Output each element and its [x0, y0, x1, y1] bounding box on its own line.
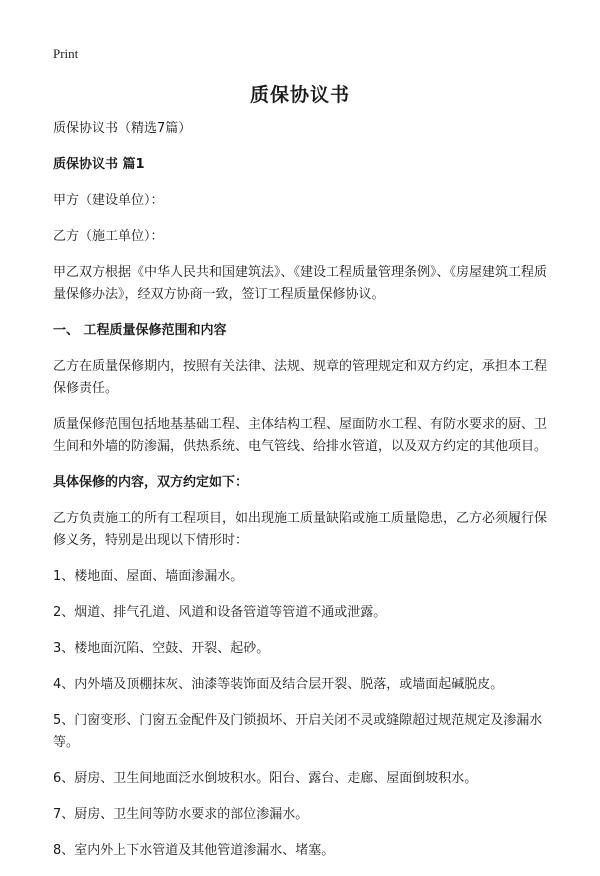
document-subtitle: 质保协议书（精选7篇）: [53, 121, 192, 136]
heading-scope: 一、 工程质量保修范围和内容: [53, 323, 227, 338]
paragraph-responsibility: 乙方在质量保修期内，按照有关法律、法规、规章的管理规定和双方约定，承担本工程保修责任。: [53, 359, 548, 396]
list-item: 8、室内外上下水管道及其他管道渗漏水、堵塞。: [53, 843, 335, 858]
heading-details: 具体保修的内容，双方约定如下：: [53, 475, 249, 490]
list-item: 1、楼地面、屋面、墙面渗漏水。: [53, 569, 244, 584]
list-item: 2、烟道、排气孔道、风道和设备管道等管道不通或泄露。: [53, 605, 387, 620]
list-item: 4、内外墙及顶棚抹灰、油漆等装饰面及结合层开裂、脱落，或墙面起碱脱皮。: [53, 677, 504, 692]
paragraph-obligations: 乙方负责施工的所有工程项目，如出现施工质量缺陷或施工质量隐患，乙方必须履行保修义务，特别是出现以下情形时：: [53, 511, 548, 548]
intro-paragraph: 甲乙双方根据《中华人民共和国建筑法》、《建设工程质量管理条例》、《房屋建筑工程质量保修办法》，经双方协商一致，签订工程质量保修协议。: [53, 265, 548, 302]
document-body: [53, 118, 553, 876]
list-item: 6、厨房、卫生间地面泛水倒坡积水。阳台、露台、走廊、屋面倒坡积水。: [53, 771, 478, 786]
print-link[interactable]: Print: [53, 46, 79, 61]
document-title: 质保协议书: [249, 84, 350, 106]
list-item: 7、厨房、卫生间等防水要求的部位渗漏水。: [53, 807, 309, 822]
party-a-line: 甲方（建设单位）：: [53, 193, 164, 208]
list-item: 5、门窗变形、门窗五金配件及门锁损坏、开启关闭不灵或缝隙超过规范规定及渗漏水等。: [53, 713, 543, 750]
party-b-line: 乙方（施工单位）：: [53, 229, 164, 244]
paragraph-scope: 质量保修范围包括地基基础工程、主体结构工程、屋面防水工程、有防水要求的厨、卫生间和外墙的防渗漏，供热系统、电气管线、给排水管道，以及双方约定的其他项目。: [53, 417, 548, 454]
list-item: 3、楼地面沉陷、空鼓、开裂、起砂。: [53, 641, 270, 656]
section-title: 质保协议书 篇1: [53, 157, 145, 172]
